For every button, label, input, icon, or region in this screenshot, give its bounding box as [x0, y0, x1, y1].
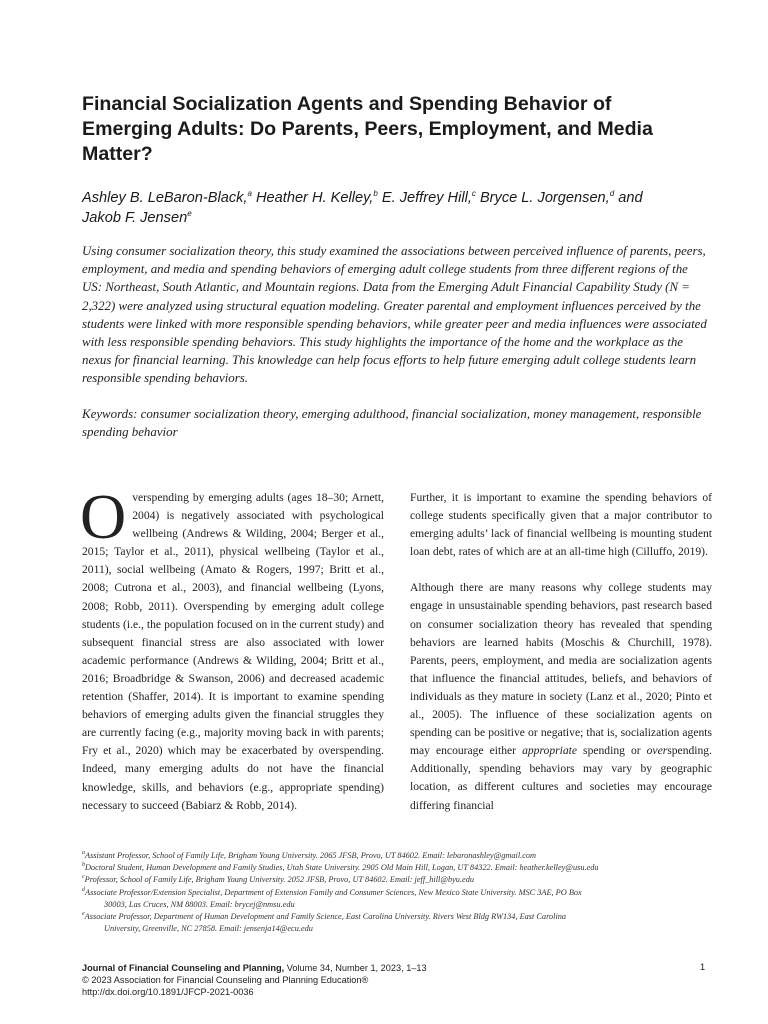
footnote-mark: a [82, 850, 85, 857]
drop-cap: O [80, 481, 127, 552]
abstract: Using consumer socialization theory, this study examined the associations between perceived influence of parents, peers, employment, and media and spending behaviors of emerging adult college students from three different regions of the US: Northeast, South Atlantic, and Mountain regions. Data from the Emerging Adult Financial Capability Study (N = 2,322) were analyzed using structural equation modeling. Greater parental and employment influences perceived by the students were linked with more responsible spending behaviors, while greater peer and media influences were associated with less responsible spending behaviors. This study highlights the importance of the home and the workplace as the nexus for financial learning. This knowledge can help focus efforts to help future emerging adult college students learn responsible spending behaviors. [82, 244, 707, 386]
page-number: 1 [700, 962, 706, 972]
body-column-left [80, 481, 384, 815]
author-name: Heather H. Kelley, [256, 190, 374, 206]
footnote [82, 911, 712, 935]
emphasis-text: appropriate [522, 744, 578, 758]
page-footer [82, 962, 712, 999]
author-name: Bryce L. Jorgensen, [479, 190, 610, 206]
footnote-mark: e [82, 911, 85, 918]
body-text: spending or [577, 744, 647, 758]
author-name: Jakob F. Jensen [82, 210, 188, 226]
affiliation-mark: a [247, 189, 252, 199]
body-paragraph: Further, it is important to examine the spending behaviors of college students specifically given that a major contributor to emerging adults’ lack of financial wellbeing is mounting student loan debt, rates of which are at an all-time high (Cilluffo, 2019). [410, 491, 712, 559]
affiliation-footnotes [82, 850, 712, 935]
journal-citation [82, 962, 712, 974]
body-text: Although there are many reasons why college students may engage in unsustainable spending behaviors, past research based on consumer socialization theory has revealed that spending behaviors are learned habits (Moschis & Churchill, 1978). Parents, peers, employment, and media are socialization agents that influence the financial attitudes, beliefs, and behaviors of individuals as they mature in society (Lanz et al., 2020; Pinto et al., 2005). The influence of these socialization agents on spending can be positive or negative; that is, socialization agents may encourage either [410, 581, 712, 758]
article-title: Financial Socialization Agents and Spending Behavior of Emerging Adults: Do Parents, Peers, Employment, and Media Matter? [82, 93, 653, 165]
author-conjunction: and [618, 190, 643, 206]
footnote-mark: b [82, 862, 85, 869]
footnote-continuation: University, Greenville, NC 27858. Email: jensenja14@ecu.edu [104, 924, 313, 934]
footnote-text: Doctoral Student, Human Development and Family Studies, Utah State University. 2905 Old Main Hill, Logan, UT 84322. Email: heather.kelley@usu.edu [85, 863, 599, 873]
journal-issue: Volume 34, Number 1, 2023, 1–13 [284, 963, 427, 973]
affiliation-mark: e [187, 209, 192, 219]
keywords: Keywords: consumer socialization theory, emerging adulthood, financial socialization, money management, responsible spending behavior [82, 407, 702, 440]
body-column-right [410, 489, 712, 815]
body-text: verspending by emerging adults (ages 18–30; Arnett, 2004) is negatively associated with psychological wellbeing (Andrews & Wilding, 2004; Berger et al., 2015; Taylor et al., 2011), physical wellbeing (Taylor et al., 2011), social wellbeing (Amato & Rogers, 1997; Britt et al., 2008; Cutrona et al., 2003), and financial wellbeing (Lyons, 2008; Robb, 2011). Overspending by emerging adult college students (i.e., the population focused on in the current study) and subsequent financial stress are also associated with lower academic performance (Andrews & Wilding, 2004; Britt et al., 2016; Broadbridge & Swanson, 2006) and decreased academic retention (Shaffer, 2014). It is important to examine spending behaviors of emerging adults given the financial struggles they are currently facing (e.g., majority moving back in with parents; Fry et al., 2020) which may be exacerbated by overspending. Indeed, many emerging adults do not have the financial knowledge, skills, and behaviors (e.g., appropriate spending) necessary to succeed (Babiarz & Robb, 2014). [82, 491, 384, 812]
author-name: Ashley B. LeBaron-Black, [82, 190, 248, 206]
affiliation-mark: b [373, 189, 378, 199]
footnote [82, 862, 712, 874]
footnote-mark: d [82, 886, 85, 893]
body-paragraph [410, 579, 712, 814]
copyright-notice: © 2023 Association for Financial Counseling and Planning Education® [82, 975, 369, 986]
affiliation-mark: d [609, 189, 615, 199]
emphasis-text: over [646, 744, 668, 758]
footnote [82, 850, 712, 862]
doi-link[interactable]: http://dx.doi.org/10.1891/JFCP-2021-0036 [82, 987, 254, 998]
footnote-text: Assistant Professor, School of Family Life, Brigham Young University. 2065 JFSB, Provo, UT 84602. Email: lebaronashley@gmail.com [85, 851, 537, 860]
affiliation-mark: c [471, 189, 476, 199]
author-name: E. Jeffrey Hill, [381, 190, 472, 206]
body-text: spending. Additionally, spending behaviors may vary by geographic location, as different cultures and societies may encourage differing financial [410, 744, 712, 812]
footnote-mark: c [82, 874, 85, 881]
footnote [82, 874, 712, 886]
footnote-text: Associate Professor, Department of Human Development and Family Science, East Carolina University. Rivers West Bldg RW134, East Carolina [84, 912, 567, 922]
author-list [82, 188, 692, 228]
footnote [82, 887, 712, 911]
footnote-text: Associate Professor/Extension Specialist, Department of Extension Family and Consumer Sciences, New Mexico State University. MSC 3AE, PO Box [85, 887, 582, 897]
footnote-continuation: 30003, Las Cruces, NM 88003. Email: brycej@nmsu.edu [104, 899, 295, 909]
journal-name: Journal of Financial Counseling and Planning, [82, 963, 285, 973]
body-paragraph [80, 481, 384, 815]
footnote-text: Professor, School of Family Life, Brigham Young University. 2052 JFSB, Provo, UT 84602. Email: jeff_hill@byu.edu [84, 875, 475, 885]
